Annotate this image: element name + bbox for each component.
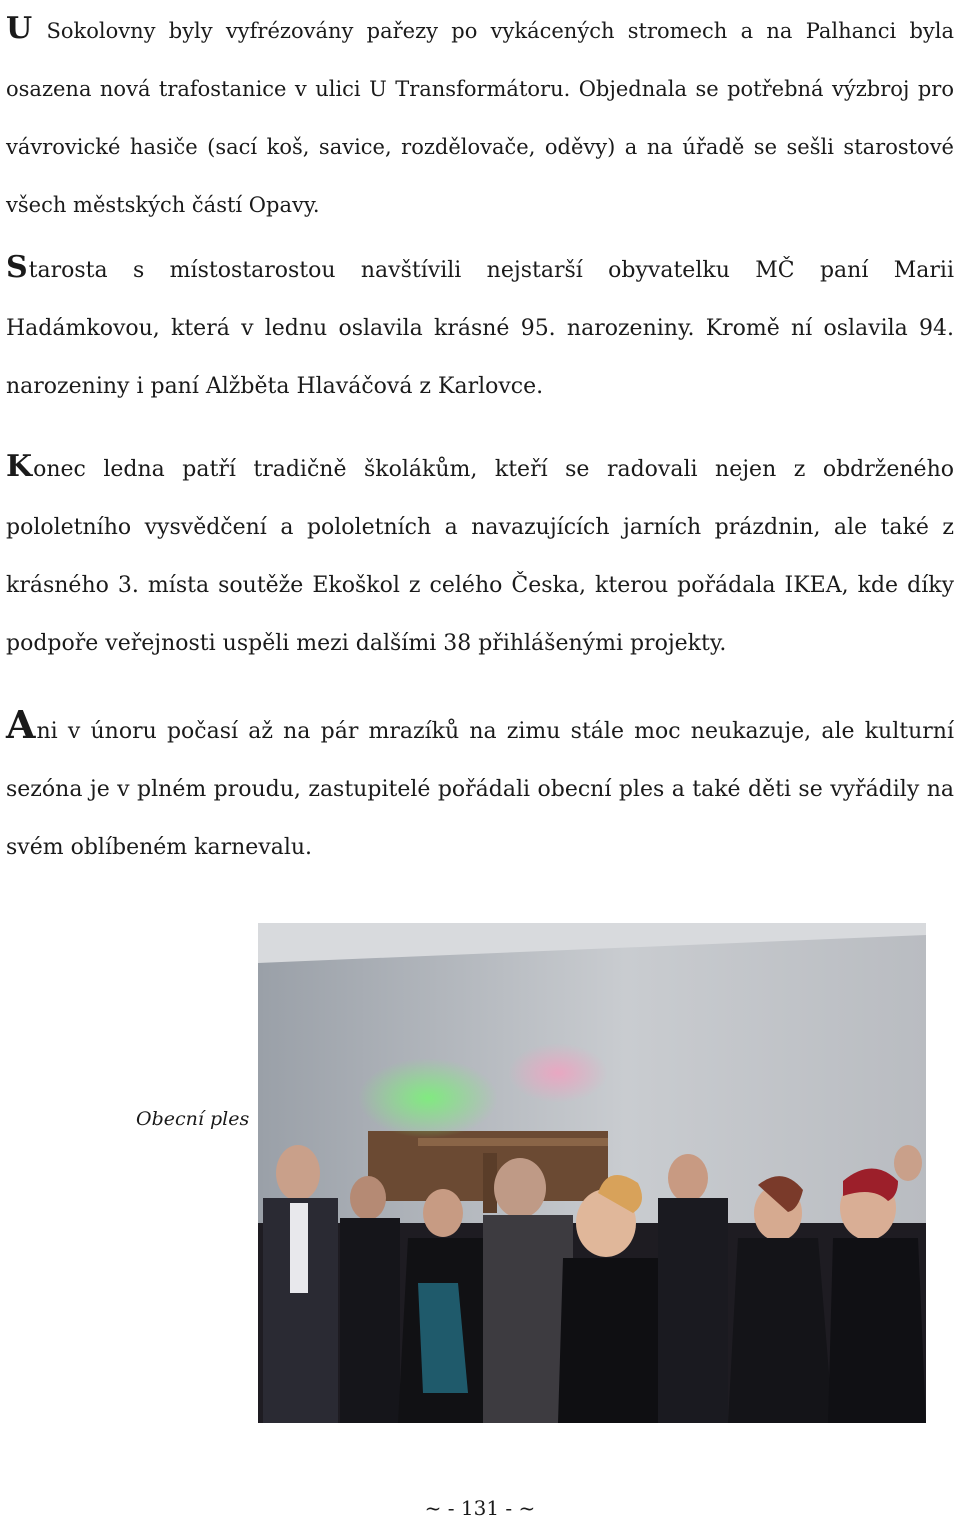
paragraph-text: ni v únoru počasí až na pár mrazíků na zimu stále moc neukazuje, ale kulturní sezóna je v plném proudu, zastupitelé pořádali obecní ples a také děti se vyřádily na svém oblíbeném karnevalu. — [6, 719, 954, 860]
page-number: ~ - 131 - ~ — [424, 1496, 536, 1520]
ball-photo-illustration — [258, 923, 926, 1423]
drop-initial: U — [6, 11, 33, 46]
drop-initial: K — [6, 449, 33, 484]
photo-caption: Obecní ples — [136, 1108, 250, 1130]
paragraph-text: tarosta s místostarostou navštívili nejstarší obyvatelku MČ paní Marii Hadámkovou, která v lednu oslavila krásné 95. narozeniny. Kromě ní oslavila 94. narozeniny i paní Alžběta Hlaváčová z Karlovce. — [6, 258, 954, 399]
paragraph-2 — [6, 242, 954, 416]
paragraph-text: Sokolovny byly vyfrézovány pařezy po vykácených stromech a na Palhanci byla osazena nová trafostanice v ulici U Transformátoru. Objednala se potřebná výzbroj pro vávrovické hasiče (sací koš, savice, rozdělovače, oděvy) a na úřadě se sešli starostové všech městských částí Opavy. — [6, 19, 954, 217]
paragraph-3 — [6, 441, 954, 673]
paragraph-1 — [6, 2, 954, 234]
drop-initial: S — [6, 250, 28, 285]
paragraph-4 — [6, 703, 954, 877]
drop-initial: A — [6, 702, 36, 747]
paragraph-text: onec ledna patří tradičně školákům, kteří se radovali nejen z obdrženého pololetního vysvědčení a pololetních a navazujících jarních prázdnin, ale také z krásného 3. místa soutěže Ekoškol z celého Česka, kterou pořádala IKEA, kde díky podpoře veřejnosti uspěli mezi dalšími 38 přihlášenými projekty. — [6, 457, 954, 656]
ball-photo — [258, 923, 926, 1423]
